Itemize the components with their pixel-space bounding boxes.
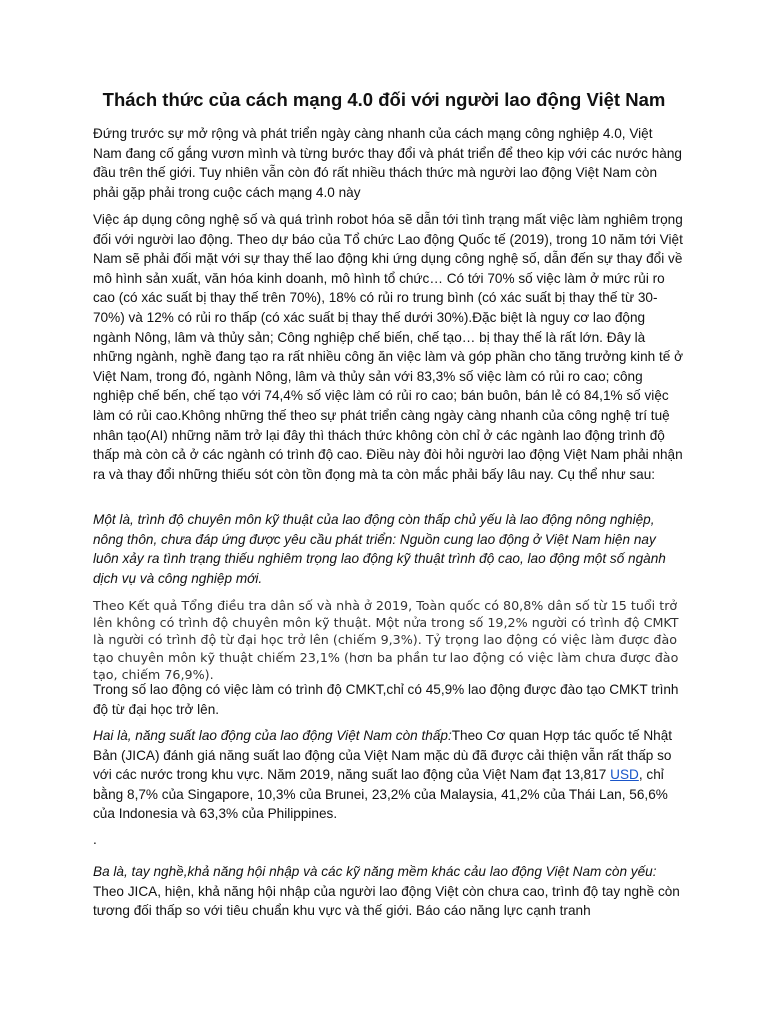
point-two-heading: Hai là, năng suất lao động của lao động Việt Nam còn thấp: [93,728,452,743]
point-two-paragraph [93,726,683,824]
paragraph-cmkt [93,680,683,719]
job-loss-text: Việc áp dụng công nghệ số và quá trình robot hóa sẽ dẫn tới tình trạng mất việc làm nghiêm trọng đối với người lao động. Theo dự báo của Tổ chức Lao động Quốc tế (2019), trong 10 năm tới Việt Nam sẽ phải đối mặt với sự thay thế lao động khi ứng dụng công nghệ số, dẫn đến sự thay đổi về mô hình sản xuất, văn hóa kinh doanh, mô hình tổ chức… Có tới 70% số việc làm ở mức rủi ro cao (có xác suất bị thay thế trên 70%), 18% có rủi ro trung bình (có xác suất bị thay thế từ 30-70%) và 12% có rủi ro thấp (có xác suất bị thay thế dưới 30%).Đặc biệt là nguy cơ lao động ngành Nông, lâm và thủy sản; Công nghiệp chế biến, chế tạo… bị thay thế là rất lớn. Đây là những ngành, nghề đang tạo ra rất nhiều công ăn việc làm và góp phần cho tăng trưởng kinh tế ở Việt Nam, trong đó, ngành Nông, lâm và thủy sản với 83,3% số việc làm có rủi ro cao; công nghiệp chế bến, chế tạo với 74,4% số việc làm có rủi ro cao; bán buôn, bán lẻ có 84,1% số việc làm có rủi cao.Không những thế theo sự phát triển càng ngày càng nhanh của công nghệ trí tuệ nhân tạo(AI) những năm trở lại đây thì thách thức không còn chỉ ở các ngành lao động trình độ thấp mà còn cả ở các ngành có trình độ cao. Điều này đòi hỏi người lao động Việt Nam phải nhận ra và thay đổi những thiếu sót còn tồn đọng mà ta còn mắc phải bấy lâu nay. Cụ thể như sau: [93,212,684,482]
paragraph-job-loss [93,210,683,484]
paragraph-point-two [93,726,683,824]
point-three-text: Theo JICA, hiện, khả năng hội nhập của người lao động Việt còn chưa cao, trình độ tay nghề còn tương đối thấp so với tiêu chuẩn khu vực và thế giới. Báo cáo năng lực cạnh tranh [93,883,680,919]
census-text: Theo Kết quả Tổng điều tra dân số và nhà ở 2019, Toàn quốc có 80,8% dân số từ 15 tuổi trở lên không có trình độ chuyên môn kỹ thuật. Một nửa trong số 19,2% người có trình độ CMKT là người có trình độ từ đại học trở lên (chiếm 9,3%). Tỷ trọng lao động có việc làm được đào tạo chuyên môn kỹ thuật chiếm 23,1% (hơn ba phần tư lao động có việc làm chưa được đào tạo, chiếm 76,9%). [93,598,679,682]
cmkt-text: Trong số lao động có việc làm có trình độ CMKT,chỉ có 45,9% lao động được đào tạo CMKT trình độ từ đại học trở lên. [93,682,679,717]
usd-link[interactable]: USD [610,767,639,783]
intro-text: Đứng trước sự mở rộng và phát triển ngày càng nhanh của cách mạng công nghiệp 4.0, Việt Nam đang cố gắng vươn mình và từng bước thay đổi và phát triển để theo kịp với các nước hàng đầu trên thế giới. Tuy nhiên vẫn còn đó rất nhiều thách thức mà người lao động Việt Nam còn phải gặp phải trong cuộc cách mạng 4.0 này [93,126,682,200]
intro-paragraph [93,124,683,202]
point-one-text: Một là, trình độ chuyên môn kỹ thuật của lao động còn thấp chủ yếu là lao động nông nghiệp, nông thôn, chưa đáp ứng được yêu cầu phát triển: Nguồn cung lao động ở Việt Nam hiện nay luôn xảy ra tình trạng thiếu nghiêm trọng lao động kỹ thuật trình độ cao, lao động một số ngành dịch vụ và công nghiệp mới. [93,512,666,586]
point-two-text-a: Theo Cơ quan Hợp tác quốc tế Nhật Bản (JICA) đánh giá năng suất lao động của Việt Nam mặc dù đã được cải thiện vẫn rất thấp so với các nước trong khu vực. Năm 2019, năng suất lao động của Việt Nam đạt 13,817 [93,728,673,783]
point-three-paragraph [93,862,683,921]
paragraph-census [93,597,683,683]
dot-text: . [93,832,97,847]
point-two-text-b: , chỉ bằng 8,7% của Singapore, 10,3% của Brunei, 23,2% của Malaysia, 41,2% của Thái Lan, 56,6% của Indonesia và 63,3% của Philippines. [93,767,668,822]
paragraph-point-one [93,510,683,588]
point-three-heading: Ba là, tay nghề,khả năng hội nhập và các kỹ năng mềm khác cảu lao động Việt Nam còn yếu: [93,864,657,879]
separator-dot [93,830,683,850]
paragraph-point-three [93,862,683,921]
document-title: Thách thức của cách mạng 4.0 đối với người lao động Việt Nam [102,89,666,110]
